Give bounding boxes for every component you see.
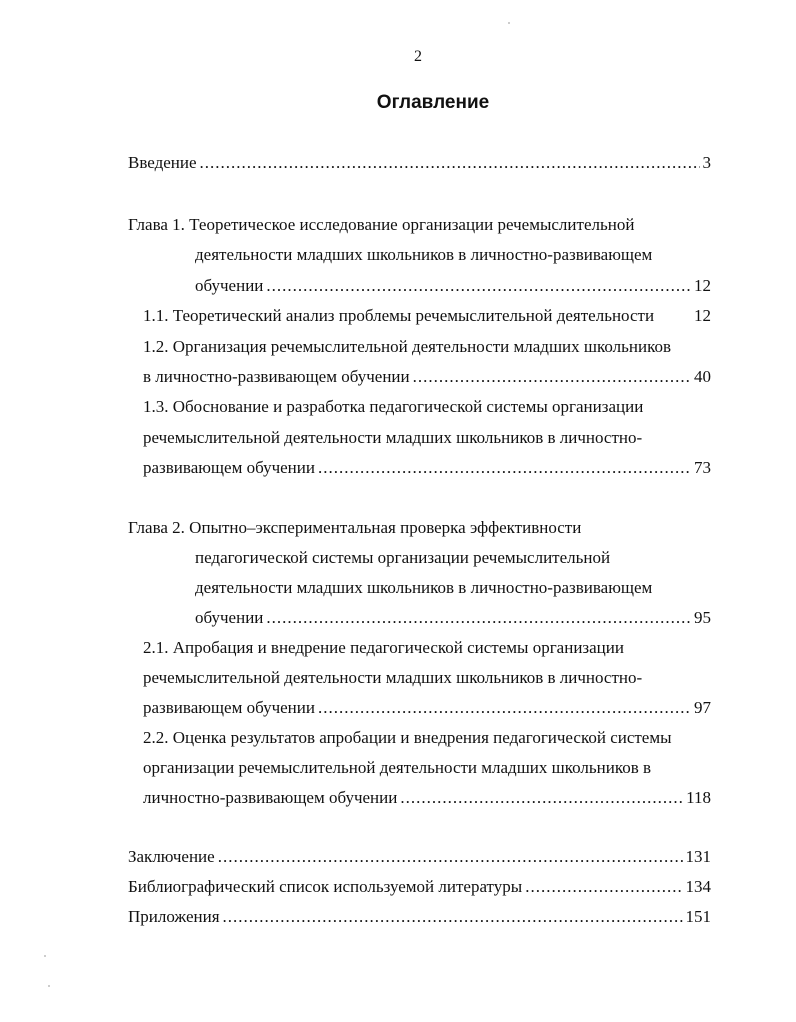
toc-section-1-3-line-3[interactable] [143,458,711,478]
toc-page-number: 40 [694,367,711,386]
dot-leader [318,698,691,718]
scan-speck [508,22,510,24]
toc-chapter-2-title-line-2[interactable] [195,548,711,568]
toc-entry-label: обучении [195,608,264,627]
toc-section-1-3-line-2[interactable] [143,428,711,448]
toc-entry-label: Приложения [128,907,220,926]
toc-entry-label: педагогической системы организации речемыслительной [195,548,611,567]
toc-entry-bibliography[interactable] [128,877,711,897]
toc-chapter-2-title-line-3[interactable] [195,578,711,598]
toc-entry-label: 1.1. Теоретический анализ проблемы речемыслительной деятельности [143,306,655,325]
dot-leader [218,847,683,867]
toc-section-2-2-line-1[interactable] [143,728,711,748]
toc-page-number: 3 [702,153,711,172]
toc-page-number: 118 [686,788,711,807]
dot-leader [525,877,682,897]
scan-speck [44,955,46,957]
dot-leader [318,458,691,478]
toc-entry-label: речемыслительной деятельности младших школьников в личностно- [143,668,643,687]
toc-page-number: 134 [685,877,711,896]
toc-section-2-1-line-3[interactable] [143,698,711,718]
toc-chapter-2-title-line-4[interactable] [195,608,711,628]
toc-entry-label: 2.2. Оценка результатов апробации и внедрения педагогической системы [143,728,672,747]
toc-entry-appendices[interactable] [128,907,711,927]
toc-page-number: 73 [694,458,711,477]
toc-entry-label: 1.2. Организация речемыслительной деятельности младших школьников [143,337,672,356]
dot-leader [200,153,700,173]
toc-entry-label: в личностно-развивающем обучении [143,367,410,386]
toc-chapter-1-title-line-3[interactable] [195,276,711,296]
toc-section-1-2-line-1[interactable] [143,337,711,357]
dot-leader [266,608,691,628]
toc-entry-label: организации речемыслительной деятельности младших школьников в [143,758,652,777]
toc-entry-label: развивающем обучении [143,458,315,477]
toc-chapter-2-title-line-1[interactable] [128,518,711,538]
toc-section-2-2-line-3[interactable] [143,788,711,808]
toc-section-1-2-line-2[interactable] [143,367,711,387]
toc-chapter-1-title-line-2[interactable] [195,245,711,265]
toc-entry-label: речемыслительной деятельности младших школьников в личностно- [143,428,643,447]
toc-entry-label: Заключение [128,847,215,866]
toc-entry-intro[interactable] [128,153,711,173]
toc-entry-label: деятельности младших школьников в личностно-развивающем [195,245,653,264]
page-number: 2 [414,48,422,65]
toc-section-2-2-line-2[interactable] [143,758,711,778]
toc-section-2-1-line-2[interactable] [143,668,711,688]
toc-entry-label: 2.1. Апробация и внедрение педагогической системы организации [143,638,624,657]
toc-chapter-1-title-line-1[interactable] [128,215,711,235]
toc-page-number: 12 [694,276,711,295]
toc-entry-label: обучении [195,276,264,295]
dot-leader [413,367,691,387]
toc-entry-label: Библиографический список используемой литературы [128,877,523,896]
toc-entry-label: развивающем обучении [143,698,315,717]
toc-entry-conclusion[interactable] [128,847,711,867]
scan-speck [48,985,50,987]
toc-page-number: 151 [685,907,711,926]
toc-entry-label: Глава 2. Опытно–экспериментальная проверка эффективности [128,518,582,537]
dot-leader [400,788,683,808]
page-title: Оглавление [376,92,490,113]
dot-leader [223,907,683,927]
toc-page-number: 12 [694,306,711,325]
toc-entry-label: 1.3. Обоснование и разработка педагогической системы организации [143,397,644,416]
toc-page-number: 95 [694,608,711,627]
toc-section-1-3-line-1[interactable] [143,397,711,417]
toc-section-1-1[interactable] [143,306,711,326]
toc-entry-label: деятельности младших школьников в личностно-развивающем [195,578,653,597]
toc-entry-label: Глава 1. Теоретическое исследование организации речемыслительной [128,215,635,234]
toc-entry-label: Введение [128,153,197,172]
toc-entry-label: личностно-развивающем обучении [143,788,398,807]
toc-page-number: 131 [685,847,711,866]
dot-leader [266,276,691,296]
toc-section-2-1-line-1[interactable] [143,638,711,658]
toc-page-number: 97 [694,698,711,717]
